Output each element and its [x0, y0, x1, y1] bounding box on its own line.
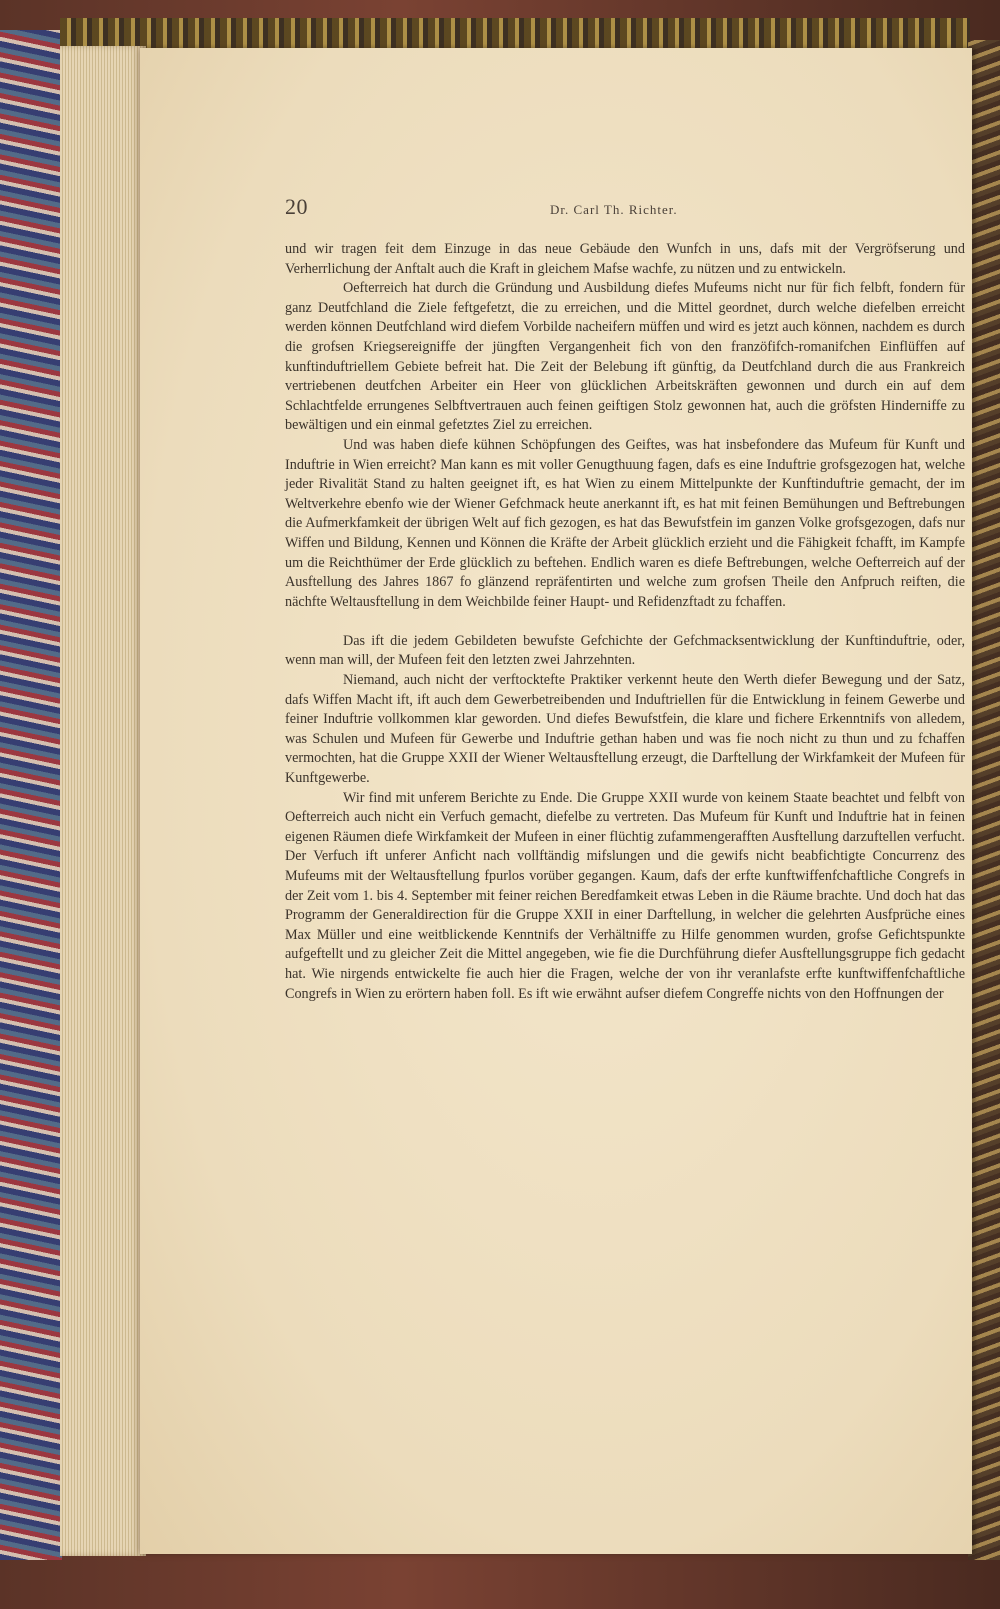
paragraph-3: Und was haben diefe kühnen Schöpfungen des Geiftes, was hat insbefondere das Mufeum für Kunft und Induftrie in Wien erreicht? Man kann es mit voller Genugthuung fagen, dafs es eine Induftrie grofsgezogen hat, welche jeder Rivalität Stand zu halten geeignet ift, es hat Wien zu einem Mittelpunkte der Kunftinduftrie gemacht, der im Weltverkehre ebenfo wie der Wiener Gefchmack heute anerkannt ift, es hat mit feinen Bemühungen und Beftrebungen die Aufmerkfamkeit der übrigen Welt auf fich gezogen, es hat das Bewufstfein im ganzen Volke grofsgezogen, dafs nur Wiffen und Bildung, Kennen und Können die Kräfte der Arbeit glücklich erzieht und die Fähigkeit fchafft, im Kampfe um die Reichthümer der Erde glücklich zu beftehen. Endlich waren es diefe Beftrebungen, welche Oefterreich auf der Ausftellung des Jahres 1867 fo glänzend repräfentirten und welche zum grofsen Theile den Anfpruch reiften, die nächfte Weltausftellung in dem Weichbilde feiner Haupt- und Refidenzftadt zu fchaffen. [285, 436, 965, 610]
paragraph-4: Das ift die jedem Gebildeten bewufste Gefchichte der Gefchmacksentwicklung der Kunftinduftrie, oder, wenn man will, der Mufeen feit den letzten zwei Jahrzehnten. [285, 632, 965, 669]
body-text [285, 240, 965, 1004]
marbled-endpaper-left [0, 30, 62, 1560]
paragraph-1: und wir tragen feit dem Einzuge in das neue Gebäude den Wunfch in uns, dafs mit der Vergröfserung und Verherrlichung der Anftalt auch die Kraft in gleichem Mafse wachfe, zu nützen und zu entwickeln. [285, 241, 965, 277]
paragraph-5: Niemand, auch nicht der verftocktefte Praktiker verkennt heute den Werth diefer Bewegung und der Satz, dafs Wiffen Macht ift, ift auch dem Gewerbetreibenden und Induftriellen für die Entwicklung in feinem Gewerbe und feiner Induftrie vollkommen klar geworden. Und diefes Bewufstfein, die klare und fichere Erkenntnifs von alledem, was Schulen und Mufeen für Gewerbe und Induftrie gethan haben und was fie noch nicht zu thun und zu fchaffen vermochten, hat die Gruppe XXII der Wiener Weltausftellung erzeugt, die Darftellung der Wirkfamkeit der Mufeen für Kunftgewerbe. [285, 672, 965, 787]
page-stack-edges [60, 46, 146, 1556]
paragraph-6: Wir find mit unferem Berichte zu Ende. Die Gruppe XXII wurde von keinem Staate beachtet und felbft von Oefterreich auch nicht ein Verfuch gemacht, diefelbe zu vertreten. Das Mufeum für Kunft und Induftrie hat in feinen eigenen Räumen diefe Wirkfamkeit der Mufeen in einer flüchtig zufammengerafften Ausftellung darzuftellen verfucht. Der Verfuch ift unferer Anficht nach vollftändig mifslungen und die gewifs nicht beabfichtigte Concurrenz des Mufeums mit der Weltausftellung fpurlos vorüber gegangen. Kaum, dafs der erfte kunftwiffenfchaftliche Congrefs in der Zeit vom 1. bis 4. September mit feiner reichen Beredfamkeit etwas Leben in die Räume brachte. Und doch hat das Programm der Generaldirection für die Gruppe XXII in einer Darftellung, in welcher die gelehrten Ausfprüche eines Max Müller und eine weitblickende Kenntnifs der Verhältniffe zu Hilfe genommen wurden, grofse Gefichtspunkte aufgeftellt und zu gleicher Zeit die Mittel angegeben, wie fie die Durchführung diefer Ausftellungsgruppe fich gedacht hat. Wie nirgends entwickelte fie auch hier die Fragen, welche der von ihr veranlafste erfte kunftwiffenfchaftliche Congrefs in Wien zu erörtern haben foll. Es ift wie erwähnt aufser diefem Congreffe nichts von den Hoffnungen der [285, 789, 965, 1002]
marbled-edge-right [968, 40, 1000, 1560]
page-header [285, 194, 985, 224]
paragraph-2: Oefterreich hat durch die Gründung und Ausbildung diefes Mufeums nicht nur für fich felbft, fondern für ganz Deutfchland die Ziele feftgefetzt, die zu erreichen, und die Mittel geordnet, durch welche diefelben erreicht werden können Deutfchland wird diefem Vorbilde nacheifern müffen und wird es jetzt auch können, nachdem es durch die grofsen Kriegsereigniffe der jüngften Vergangenheit fich von den franzöfifch-romanifchen Einflüffen auf kunftinduftriellem Gebiete befreit hat. Die Zeit der Belebung ift günftig, da Deutfchland durch die aus Frankreich vertriebenen deutfchen Arbeiter ein Heer von glücklichen Arbeitskräften gewonnen und durch ein auf dem Schlachtfelde errungenes Selbftvertrauen auch feinen geiftigen Stolz gewonnen hat, auch die gröfsten Hinderniffe zu bewältigen und ein einmal gefetztes Ziel zu erreichen. [285, 280, 965, 434]
page-number: 20 [285, 194, 308, 219]
running-head: Dr. Carl Th. Richter. [550, 202, 678, 217]
marbled-edge-top [60, 18, 970, 50]
